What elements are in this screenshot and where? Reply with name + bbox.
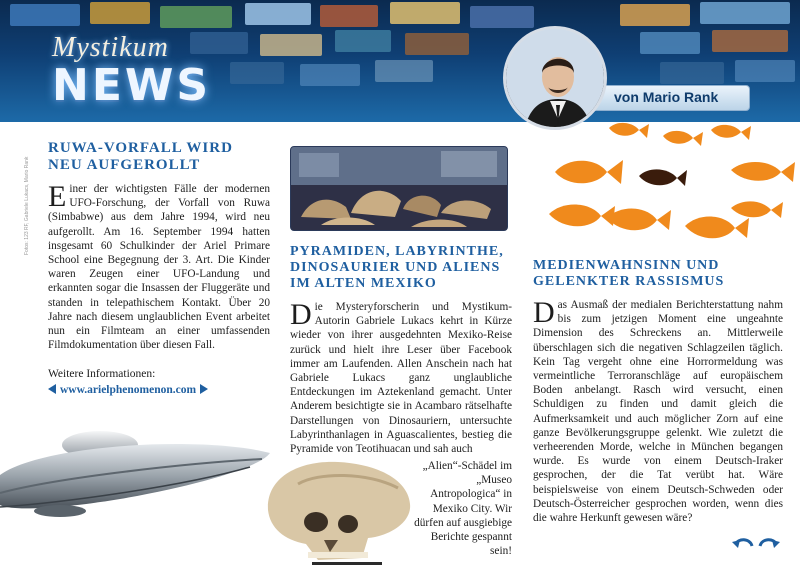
article-mexiko-text: ie Mysteryforscherin und Mystikum-Autorin Gabriele Lukacs kehrt in Kürze wieder von ihrer ausgedehnten Mexiko-Reise zurück und hielt ihre Leser über Facebook immer am Laufenden. Allen Anschein nach hat Gabriele Lukacs ganz unglaubliche Entdeckungen im Aztekenland gemacht. Unter Anderem besichtigte sie in Acambaro rätselhafte Darstellungen von Dinosauriern, untersuchte Labyrinthanlagen in Aguascalientes, bestieg die Pyramide von Teotihuacan und sah auch bbox=[290, 301, 512, 456]
ufo-image bbox=[0, 415, 275, 535]
article-mexiko-body-end: „Alien“-Schädel im „Museo Antropologica“ in Mexiko City. Wir dürfen auf ausgiebige Berichte gespannt sein! bbox=[414, 460, 512, 558]
page-nav bbox=[730, 534, 782, 552]
brand-logo bbox=[52, 32, 212, 111]
article-ruwa-body bbox=[48, 182, 270, 352]
article-mexiko-title: PYRAMIDEN, LABYRINTHE, DINOSAURIER UND ALIENS IM ALTEN MEXIKO bbox=[290, 244, 504, 291]
article-medien-text: as Ausmaß der medialen Berichterstattung nahm bis zum jetzigen Moment eine ungeahnte Dimension des Schreckens an. Mittlerweile überschlagen sich die negativen Schlagzeilen täglich. Kein Tag vergeht ohne eine Horrormeldung was vermeintliche Terroranschläge auf europäischem Boden anbelangt. Rasch wird versucht, einen Schuldigen zu finden und damit gleich die Aufmerksamkeit und auch möglicher Zorn auf eine ganze Bevölkerungsgruppe gelenkt. Wie zuletzt die verheerenden Morde, welche in München begangen wurde. Es wurde von einem Deutsch-Iraker gesprochen, der die Tat verübt hat. Wäre beispielsweise von einem Deutsch-Schweden oder Deutsch-Österreicher gesprochen worden, wenn dies die wahre Herkunft gewesen wäre? bbox=[533, 299, 783, 525]
arrow-left-icon bbox=[48, 384, 56, 394]
elongated-skull-image bbox=[258, 440, 418, 565]
arrow-right-icon bbox=[200, 384, 208, 394]
dropcap: E bbox=[48, 180, 67, 213]
museum-exhibit-photo bbox=[290, 146, 508, 231]
brand-mystikum: Mystikum bbox=[52, 32, 169, 63]
article-ruwa-title: RUWA-VORFALL WIRD NEU AUFGEROLLT bbox=[48, 140, 233, 173]
previous-page-icon[interactable] bbox=[732, 540, 752, 548]
author-name: von Mario Rank bbox=[614, 89, 719, 105]
website-link[interactable] bbox=[48, 384, 208, 396]
article-medien-title: MEDIENWAHNSINN UND GELENKTER RASSISMUS bbox=[533, 258, 725, 289]
photo-credit: Fotos: 123 RF, Gabriele Lukacs, Mario Rank bbox=[24, 156, 30, 255]
info-label: Weitere Informationen: bbox=[48, 368, 156, 380]
article-medien-body bbox=[533, 298, 783, 525]
goldfish-image bbox=[535, 122, 800, 257]
dropcap: D bbox=[290, 298, 312, 331]
article-ruwa-text: iner der wichtigsten Fälle der modernen UFO-Forschung, der Vorfall von Ruwa (Simbabwe) aus dem Jahre 1994, wird neu aufgerollt. Am 16. September 1994 hatten insgesamt 60 Schulkinder der Ariel Primare School eine Begegnung der 3. Art. Die Kinder waren Zeugen einer UFO-Landung und erkannten sogar die Insassen der Fluggeräte und standen in telepathischem Kontakt. Über 20 Jahre nach diesem unglaublichen Event arbeitet nun ein Filmteam an einer umfassenden Filmdokumentation über diesen Fall. bbox=[48, 183, 270, 352]
author-photo bbox=[503, 26, 607, 130]
next-page-icon[interactable] bbox=[760, 540, 780, 548]
dropcap: D bbox=[533, 296, 555, 329]
dinosaur-figurines-graphic bbox=[291, 147, 508, 231]
article-mexiko-body bbox=[290, 300, 512, 456]
brand-news: NEWS bbox=[52, 60, 212, 111]
website-link-text[interactable]: www.arielphenomenon.com bbox=[60, 384, 197, 396]
